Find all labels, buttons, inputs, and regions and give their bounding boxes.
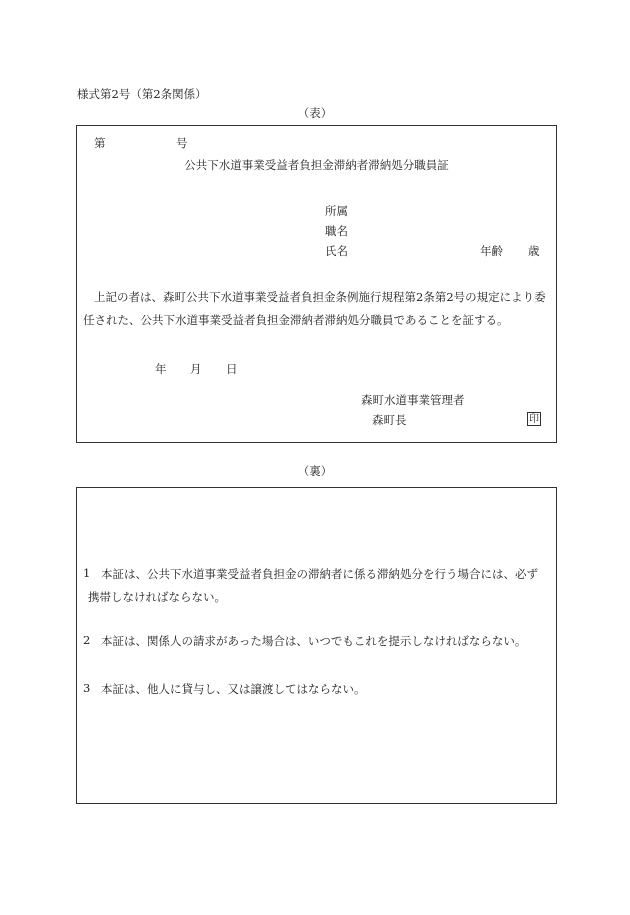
back-card [76, 487, 557, 804]
position-label: 職名 [325, 224, 348, 238]
age-label: 年齢 [480, 244, 503, 258]
note-2-number: 2 [83, 633, 91, 647]
back-heading: （裏） [297, 464, 333, 478]
date-year: 年 [155, 362, 167, 376]
note-1-number: 1 [83, 566, 91, 580]
age-unit: 歳 [528, 244, 540, 258]
statement-line-2: 任された、公共下水道事業受益者負担金滞納者滞納処分職員であることを証する。 [83, 313, 509, 327]
number-suffix: 号 [176, 136, 188, 150]
note-3-line-1: 本証は、他人に貸与し、又は譲渡してはならない。 [101, 682, 366, 696]
note-1-line-2: 携帯しなければならない。 [88, 590, 226, 604]
issuer-name: 森町長 [372, 413, 407, 427]
note-2-line-1: 本証は、関係人の請求があった場合は、いつでもこれを提示しなければならない。 [101, 634, 527, 648]
front-heading: （表） [297, 106, 333, 120]
seal-mark: 印 [529, 414, 539, 425]
note-1-line-1: 本証は、公共下水道事業受益者負担金の滞納者に係る滞納処分を行う場合には、必ず [101, 567, 538, 581]
note-3-number: 3 [83, 681, 91, 695]
card-title: 公共下水道事業受益者負担金滞納者滞納処分職員証 [184, 158, 449, 172]
statement-line-1: 上記の者は、森町公共下水道事業受益者負担金条例施行規程第2条第2号の規定により委 [94, 290, 546, 304]
affiliation-label: 所属 [325, 204, 348, 218]
issuer-title: 森町水道事業管理者 [361, 393, 465, 407]
date-day: 日 [226, 362, 238, 376]
front-card [76, 125, 557, 443]
name-label: 氏名 [325, 244, 348, 258]
number-prefix: 第 [94, 136, 106, 150]
form-label: 様式第2号（第2条関係） [77, 87, 207, 101]
date-month: 月 [190, 362, 202, 376]
